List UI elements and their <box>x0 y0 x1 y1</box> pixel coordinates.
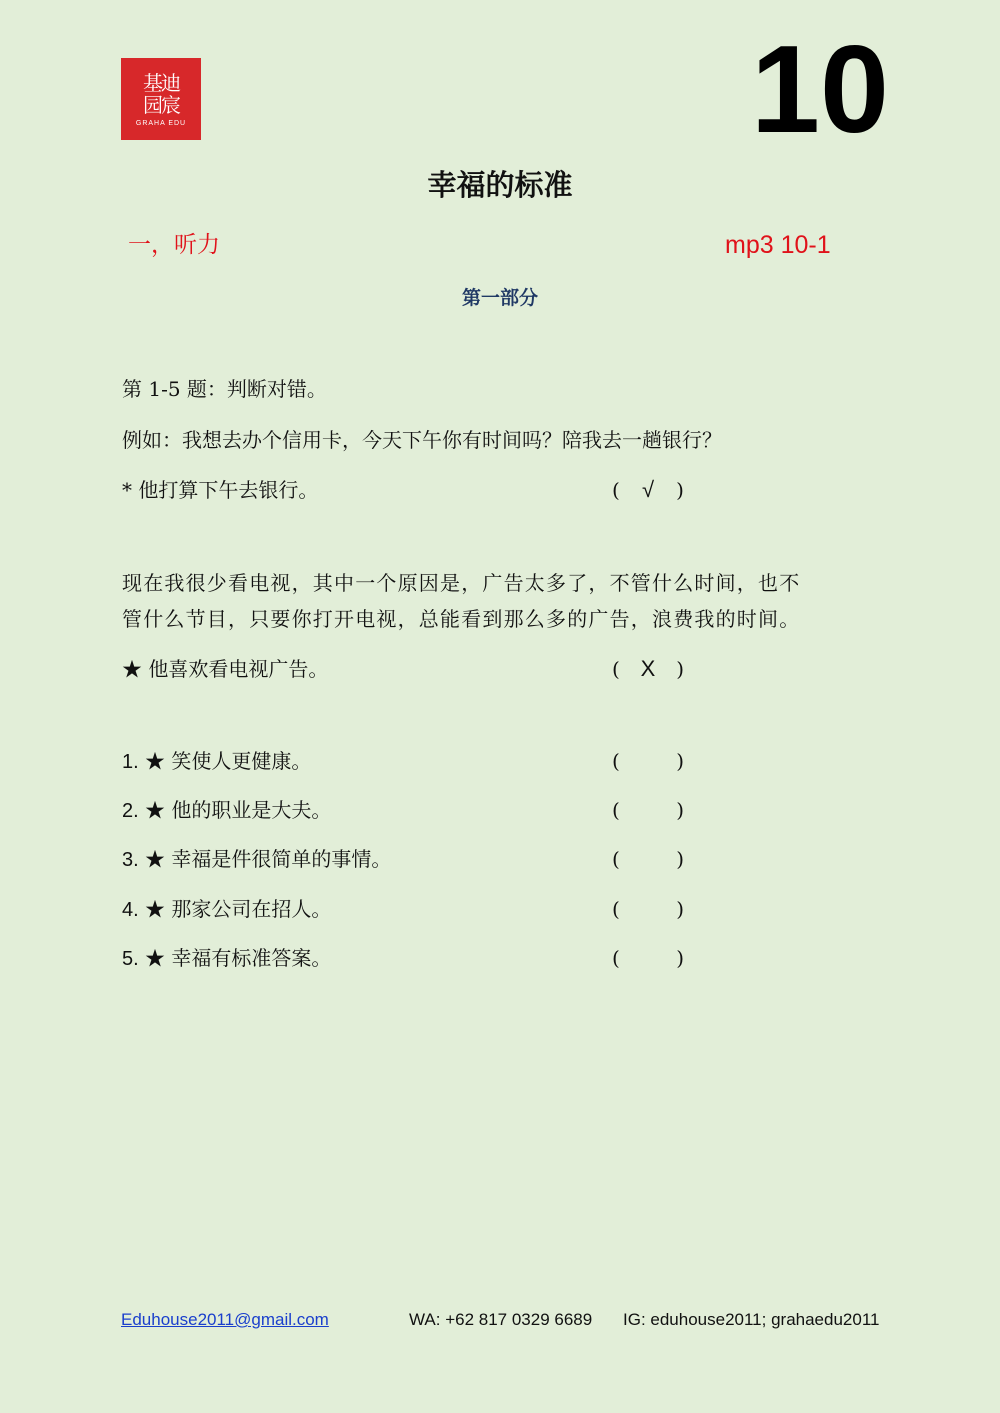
example-2-statement: ★ 他喜欢看电视广告。 <box>122 657 329 681</box>
question-number: 1. <box>122 751 139 773</box>
email-link[interactable]: Eduhouse2011@gmail.com <box>121 1310 329 1329</box>
question-number: 5. <box>122 948 139 970</box>
question-4 <box>122 894 331 925</box>
question-4-answer-box[interactable]: ( ) <box>612 897 684 921</box>
question-text: ★ 幸福有标准答案。 <box>145 946 332 970</box>
example-2-text-line-2: 管什么节目，只要你打开电视，总能看到那么多的广告，浪费我的时间。 <box>122 607 801 631</box>
example-1-statement: * 他打算下午去银行。 <box>122 478 319 502</box>
instructions: 第 1-5 题：判断对错。 <box>122 377 327 401</box>
question-5-answer-box[interactable]: ( ) <box>612 946 684 970</box>
question-3-answer-box[interactable]: ( ) <box>612 847 684 871</box>
question-1-answer-box[interactable]: ( ) <box>612 749 684 773</box>
page-title: 幸福的标准 <box>427 168 573 202</box>
example-1-text: 例如：我想去办个信用卡，今天下午你有时间吗？陪我去一趟银行？ <box>122 428 722 452</box>
part-title: 第一部分 <box>461 287 538 309</box>
question-text: ★ 他的职业是大夫。 <box>145 798 332 822</box>
question-2-answer-box[interactable]: ( ) <box>612 798 684 822</box>
example-2-answer: X <box>640 656 656 681</box>
question-1 <box>122 746 311 777</box>
example-2-text-line-1: 现在我很少看电视，其中一个原因是，广告太多了，不管什么时间，也不 <box>122 571 801 595</box>
graha-edu-logo <box>121 58 201 140</box>
question-3 <box>122 844 391 875</box>
logo-text: GRAHA EDU <box>135 119 187 127</box>
question-number: 4. <box>122 899 139 921</box>
audio-reference: mp3 10-1 <box>725 231 831 259</box>
footer-instagram: IG: eduhouse2011; grahaedu2011 <box>623 1310 880 1329</box>
footer-whatsapp: WA: +62 817 0329 6689 <box>409 1310 593 1329</box>
footer-email[interactable] <box>121 1308 329 1332</box>
question-2 <box>122 795 331 826</box>
question-text: ★ 幸福是件很简单的事情。 <box>145 847 392 871</box>
example-1-answer: √ <box>641 477 655 502</box>
example-2-answer-box: ( X ) <box>612 654 684 684</box>
logo-seal-icon: 基迪 园宸 <box>143 70 179 117</box>
example-1-answer-box: ( √ ) <box>612 475 684 505</box>
section-title: 一，听力 <box>128 232 220 258</box>
question-number: 3. <box>122 849 139 871</box>
question-number: 2. <box>122 800 139 822</box>
lesson-number: 10 <box>751 21 889 159</box>
question-5 <box>122 943 331 974</box>
question-text: ★ 那家公司在招人。 <box>145 897 332 921</box>
question-text: ★ 笑使人更健康。 <box>145 749 312 773</box>
